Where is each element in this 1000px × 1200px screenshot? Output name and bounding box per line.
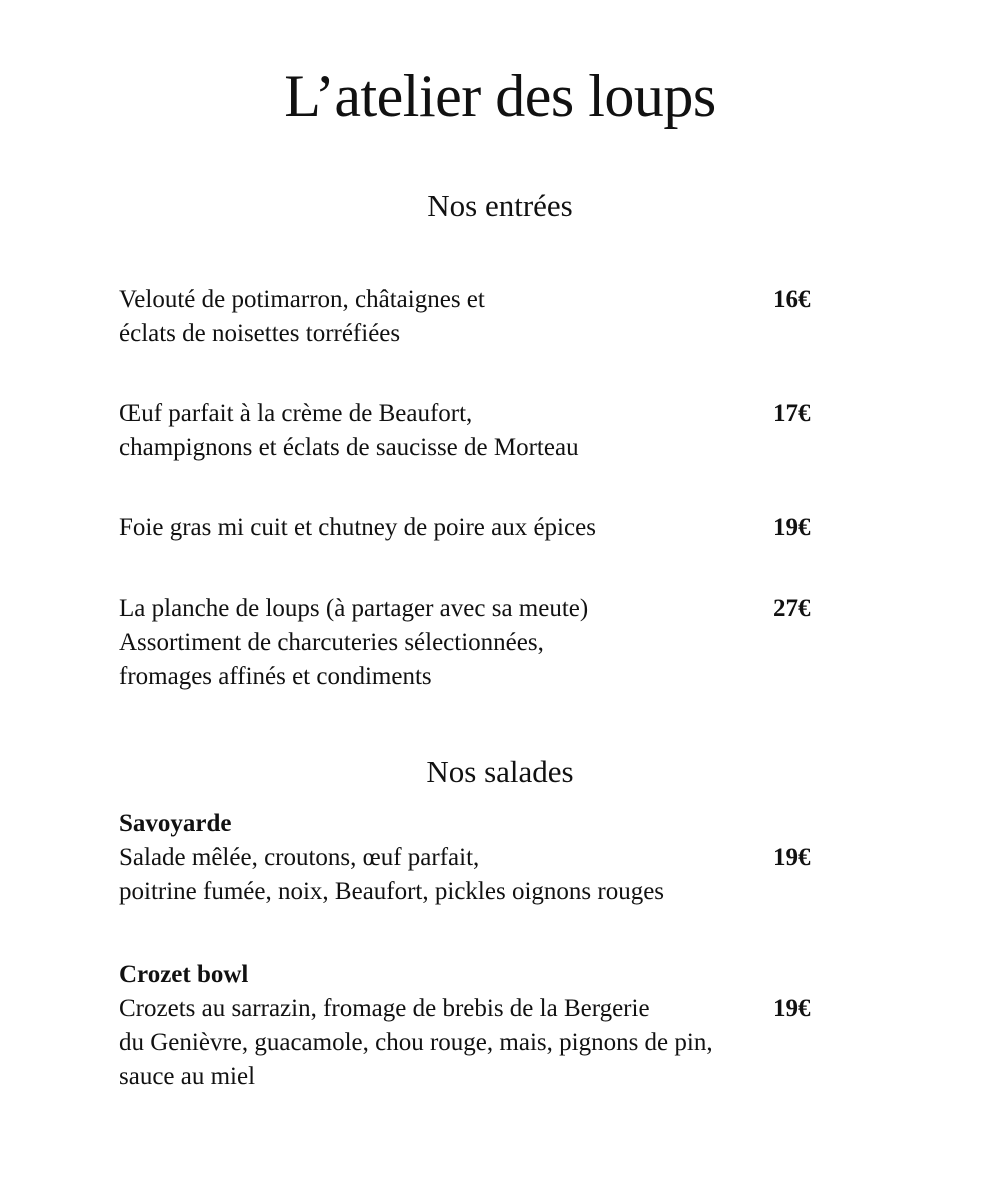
item-description-line: La planche de loups (à partager avec sa meute) <box>119 595 589 622</box>
item-description-line: du Genièvre, guacamole, chou rouge, mais, pignons de pin, <box>119 1029 713 1056</box>
restaurant-title: L’atelier des loups <box>284 63 716 129</box>
item-price: 27€ <box>773 595 811 622</box>
item-name: Crozet bowl <box>119 961 249 988</box>
item-description-line: poitrine fumée, noix, Beaufort, pickles oignons rouges <box>119 878 665 905</box>
item-description-line: champignons et éclats de saucisse de Morteau <box>119 434 579 461</box>
menu-item <box>119 283 819 351</box>
menu-item <box>119 958 819 1094</box>
item-description-line: Velouté de potimarron, châtaignes et <box>119 286 485 313</box>
item-description-line: sauce au miel <box>119 1063 256 1090</box>
item-description-line: fromages affinés et condiments <box>119 663 432 690</box>
item-description-line: Crozets au sarrazin, fromage de brebis de la Bergerie <box>119 995 650 1022</box>
menu-item <box>119 397 819 465</box>
menu-item <box>119 592 819 694</box>
item-description-line: Œuf parfait à la crème de Beaufort, <box>119 400 473 427</box>
item-name: Savoyarde <box>119 810 232 837</box>
item-price: 19€ <box>773 844 811 871</box>
item-description-line: Salade mêlée, croutons, œuf parfait, <box>119 844 480 871</box>
section-heading-entrees: Nos entrées <box>427 188 573 223</box>
item-price: 19€ <box>773 514 811 541</box>
section-heading-salades: Nos salades <box>426 754 574 789</box>
item-price: 19€ <box>773 995 811 1022</box>
menu-item <box>119 511 819 545</box>
item-description-line: éclats de noisettes torréfiées <box>119 320 401 347</box>
item-price: 16€ <box>773 286 811 313</box>
item-price: 17€ <box>773 400 811 427</box>
item-description-line: Assortiment de charcuteries sélectionnées, <box>119 629 544 656</box>
item-description-line: Foie gras mi cuit et chutney de poire aux épices <box>119 514 596 541</box>
menu-item <box>119 807 819 909</box>
